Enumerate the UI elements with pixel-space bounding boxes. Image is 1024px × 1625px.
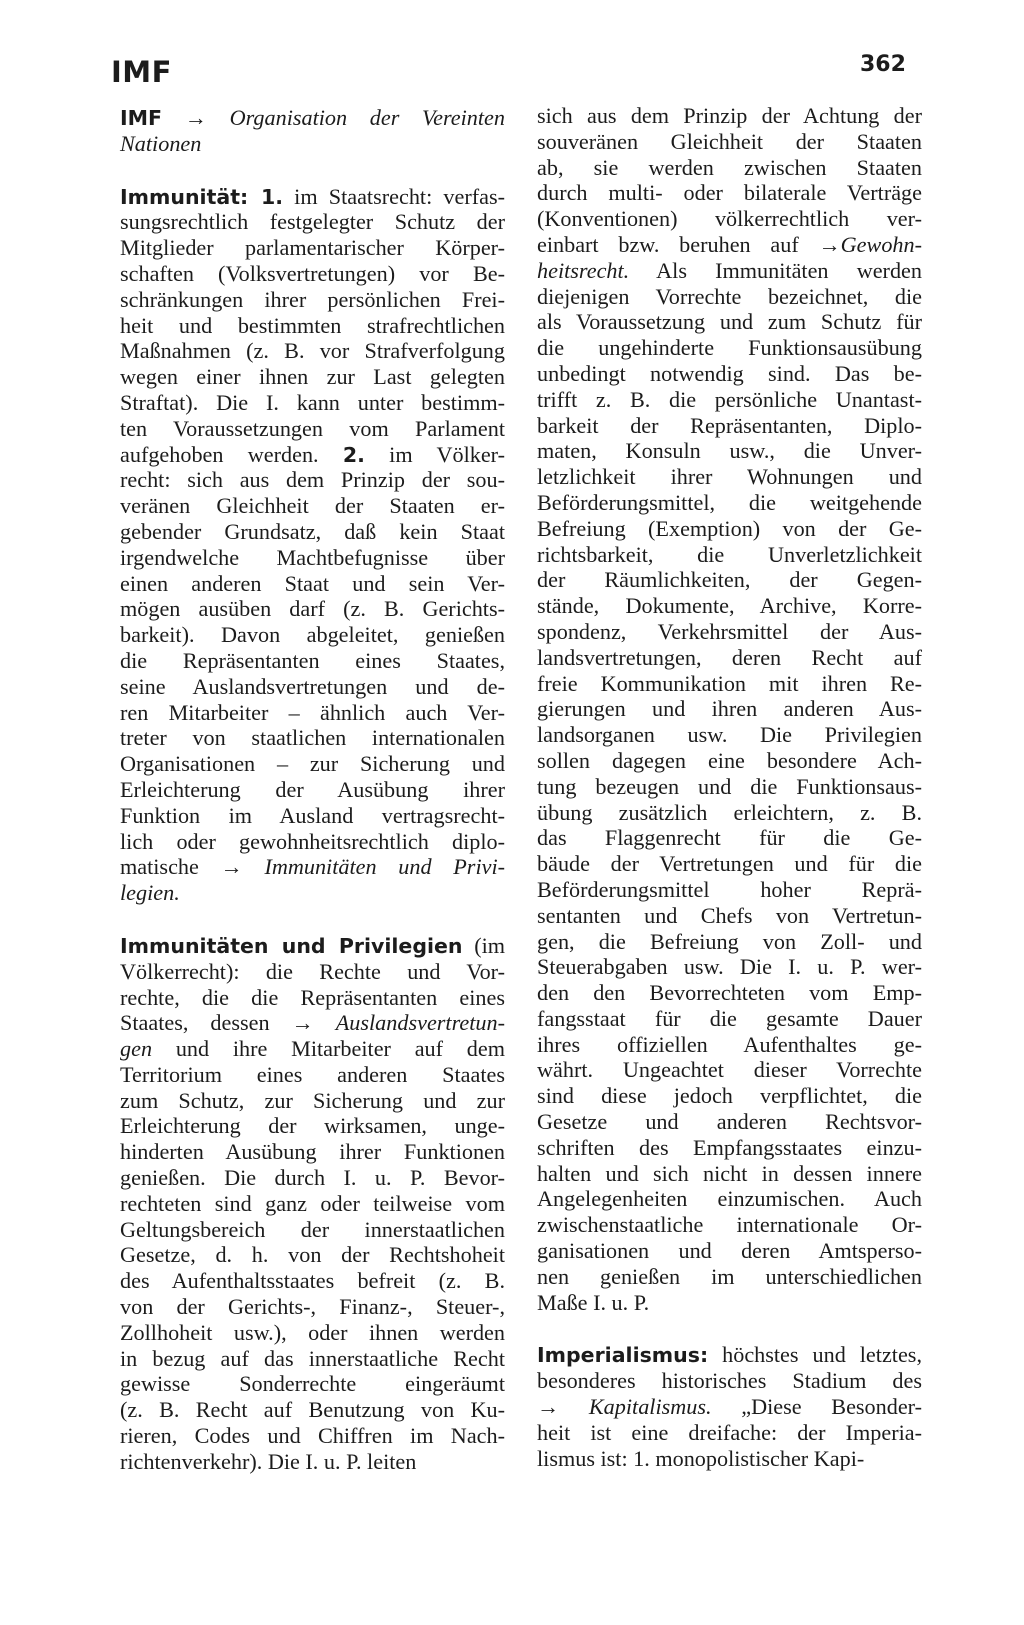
text-line: sollen dagegen eine besondere Ach- xyxy=(537,747,922,773)
text-line: besonderes historisches Stadium des xyxy=(537,1368,922,1394)
text-line: ren Mitarbeiter – ähnlich auch Ver- xyxy=(120,699,505,725)
text-line xyxy=(120,131,505,157)
running-head: IMF xyxy=(111,55,172,89)
text-line: übung zusätzlich erleichtern, z. B. xyxy=(537,799,922,825)
text-line: heit und bestimmten strafrechtlichen xyxy=(120,312,505,338)
text-line: währt. Ungeachtet dieser Vorrechte xyxy=(537,1057,922,1083)
paragraph-gap xyxy=(120,906,505,933)
cross-reference: heitsrecht. xyxy=(537,257,630,283)
text-line: sind diese jedoch verpflichtet, die xyxy=(537,1083,922,1109)
text-line: Mitglieder parlamentarischer Körper- xyxy=(120,235,505,261)
text-line: wegen einer ihnen zur Last gelegten xyxy=(120,364,505,390)
text-line: diejenigen Vorrechte bezeichnet, die xyxy=(537,283,922,309)
text-line: Beförderungsmittel hoher Reprä- xyxy=(537,876,922,902)
text-line: Erleichterung der wirksamen, unge- xyxy=(120,1113,505,1139)
right-column xyxy=(537,103,922,1471)
text-line: durch multi- oder bilaterale Verträge xyxy=(537,180,922,206)
text-line: richtsbarkeit, die Unverletzlichkeit xyxy=(537,541,922,567)
text-line: einbart bzw. beruhen auf →Gewohn- xyxy=(537,231,922,257)
text-line: genießen. Die durch I. u. P. Bevor- xyxy=(120,1165,505,1191)
text-line: barkeit der Repräsentanten, Diplo- xyxy=(537,412,922,438)
text-line: matische → Immunitäten und Privi- xyxy=(120,854,506,880)
text-line: ten Voraussetzungen vom Parlament xyxy=(120,415,505,441)
text-line: lich oder gewohnheitsrechtlich diplo- xyxy=(120,828,505,854)
text-line: gierungen und ihren anderen Aus- xyxy=(537,696,922,722)
text-line: gen und ihre Mitarbeiter auf dem xyxy=(120,1036,505,1062)
text-line: einen anderen Staat und sein Ver- xyxy=(120,570,505,596)
text-line: unbedingt notwendig sind. Das be- xyxy=(537,360,922,386)
text-line: seine Auslandsvertretungen und de- xyxy=(120,673,505,699)
text-line: Zollhoheit usw.), oder ihnen werden xyxy=(120,1319,505,1345)
text-line: fangsstaat für die gesamte Dauer xyxy=(537,1005,922,1031)
text-line: sich aus dem Prinzip der Achtung der xyxy=(537,103,922,128)
text-line: richtenverkehr). Die I. u. P. leiten xyxy=(120,1448,417,1474)
text-line: Erleichterung der Ausübung ihrer xyxy=(120,776,505,802)
text-line: Gesetze und anderen Rechtsvor- xyxy=(537,1109,922,1135)
text-line: heitsrecht. Als Immunitäten werden xyxy=(537,257,922,283)
text-line: ab, sie werden zwischen Staaten xyxy=(537,154,922,180)
text-line: die Repräsentanten eines Staates, xyxy=(120,647,505,673)
cross-reference: Gewohn- xyxy=(840,231,922,257)
text-line: heit ist eine dreifache: der Imperia- xyxy=(537,1419,922,1445)
text-line: IMF → Organisation der Vereinten xyxy=(120,105,505,130)
text-line: spondenz, Verkehrsmittel der Aus- xyxy=(537,618,922,644)
entry-keyword: Immunität: 1. xyxy=(120,184,283,209)
text-line: Geltungsbereich der innerstaatlichen xyxy=(120,1216,505,1242)
text-line: → Kapitalismus. „Diese Besonder- xyxy=(537,1394,923,1420)
text-line: veränen Gleichheit der Staaten er- xyxy=(120,493,505,519)
text-line: gen, die Befreiung von Zoll- und xyxy=(537,928,922,954)
text-line: (Konventionen) völkerrechtlich ver- xyxy=(537,206,922,232)
text-line: Immunität: 1. im Staatsrecht: verfas- xyxy=(120,183,505,209)
text-line: Befreiung (Exemption) von der Ge- xyxy=(537,515,922,541)
text-line: bäude der Vertretungen und für die xyxy=(537,851,922,877)
text-line: in bezug auf das innerstaatliche Recht xyxy=(120,1345,505,1371)
paragraph-gap xyxy=(537,1315,922,1342)
text-line: als Voraussetzung und zum Schutz für xyxy=(537,309,922,335)
cross-reference: Nationen xyxy=(120,130,202,156)
text-line: gewisse Sonderrechte eingeräumt xyxy=(120,1371,505,1397)
text-line: recht: sich aus dem Prinzip der sou- xyxy=(120,467,505,493)
text-line: mögen ausüben darf (z. B. Gerichts- xyxy=(120,596,505,622)
text-line: Imperialismus: höchstes und letztes, xyxy=(537,1342,922,1368)
text-line: lismus ist: 1. monopolistischer Kapi- xyxy=(537,1445,865,1471)
text-line: rieren, Codes und Chiffren im Nach- xyxy=(120,1423,505,1449)
text-line: zwischenstaatliche internationale Or- xyxy=(537,1212,922,1238)
text-line: halten und sich nicht in dessen innere xyxy=(537,1160,922,1186)
text-line: zum Schutz, zur Sicherung und zur xyxy=(120,1087,505,1113)
text-line: sentanten und Chefs von Vertretun- xyxy=(537,902,922,928)
text-line: Beförderungsmittel, die weitgehende xyxy=(537,489,922,515)
text-line: schriften des Empfangsstaates einzu- xyxy=(537,1134,922,1160)
text-line: Funktion im Ausland vertragsrecht- xyxy=(120,802,505,828)
text-line: Territorium eines anderen Staates xyxy=(120,1061,505,1087)
entry-keyword: Imperialismus: xyxy=(537,1343,709,1368)
cross-reference: Kapitalismus. xyxy=(588,1394,712,1420)
text-line: die ungehinderte Funktionsausübung xyxy=(537,335,922,361)
text-line: landsorganen usw. Die Privilegien xyxy=(537,722,922,748)
text-line: ihres offiziellen Aufenthaltes ge- xyxy=(537,1031,922,1057)
cross-reference: gen xyxy=(120,1036,153,1062)
text-line: barkeit). Davon abgeleitet, genießen xyxy=(120,622,505,648)
text-line: der Räumlichkeiten, der Gegen- xyxy=(537,567,922,593)
text-line: (z. B. Recht auf Benutzung von Ku- xyxy=(120,1397,505,1423)
text-line: Völkerrecht): die Rechte und Vor- xyxy=(120,958,505,984)
text-line: aufgehoben werden. 2. im Völker- xyxy=(120,441,506,467)
text-line: rechteten sind ganz oder teilweise vom xyxy=(120,1190,505,1216)
text-line: treter von staatlichen internationalen xyxy=(120,725,505,751)
text-line: schaften (Volksvertretungen) vor Be- xyxy=(120,260,505,286)
text-line: landsvertretungen, deren Recht auf xyxy=(537,644,922,670)
entry-keyword: IMF xyxy=(120,106,163,130)
text-line: Immunitäten und Privilegien (im xyxy=(120,932,505,958)
text-line: maten, Konsuln usw., die Unver- xyxy=(537,438,922,464)
text-line: sungsrechtlich festgelegter Schutz der xyxy=(120,209,505,235)
text-line: souveränen Gleichheit der Staaten xyxy=(537,128,922,154)
text-line: Staates, dessen → Auslandsvertretun- xyxy=(120,1010,505,1036)
text-line: Maße I. u. P. xyxy=(537,1289,650,1315)
text-line: Organisationen – zur Sicherung und xyxy=(120,751,505,777)
text-line: Maßnahmen (z. B. vor Strafverfolgung xyxy=(120,338,505,364)
text-line: ganisationen und deren Amtsperso- xyxy=(537,1238,922,1264)
text-line: den den Bevorrechteten vom Emp- xyxy=(537,980,922,1006)
entry-keyword: 2. xyxy=(342,442,365,467)
text-line: trifft z. B. die persönliche Unantast- xyxy=(537,386,922,412)
page-number: 362 xyxy=(860,52,906,77)
text-line: rechte, die die Repräsentanten eines xyxy=(120,984,505,1010)
text-line: Angelegenheiten einzumischen. Auch xyxy=(537,1186,922,1212)
text-line: stände, Dokumente, Archive, Korre- xyxy=(537,593,922,619)
cross-reference: Organisation der Vereinten xyxy=(229,105,505,130)
text-line: des Aufenthaltsstaates befreit (z. B. xyxy=(120,1268,505,1294)
cross-reference: Immunitäten und Privi- xyxy=(264,854,506,880)
left-column xyxy=(120,105,505,1475)
text-line: irgendwelche Machtbefugnisse über xyxy=(120,544,505,570)
text-line: das Flaggenrecht für die Ge- xyxy=(537,825,922,851)
text-line xyxy=(120,880,505,906)
cross-reference: Auslandsvertretun- xyxy=(335,1010,505,1036)
text-line: freie Kommunikation mit ihren Re- xyxy=(537,670,922,696)
text-line: schränkungen ihrer persönlichen Frei- xyxy=(120,286,505,312)
text-line: Straftat). Die I. kann unter bestimm- xyxy=(120,389,505,415)
text-line: tung bezeugen und die Funktionsaus- xyxy=(537,773,922,799)
cross-reference: legien. xyxy=(120,880,180,906)
paragraph-gap xyxy=(120,157,505,184)
text-line: hinderten Ausübung ihrer Funktionen xyxy=(120,1139,505,1165)
text-line: letzlichkeit ihrer Wohnungen und xyxy=(537,464,922,490)
text-line: nen genießen im unterschiedlichen xyxy=(537,1263,922,1289)
text-line: von der Gerichts-, Finanz-, Steuer-, xyxy=(120,1294,505,1320)
entry-keyword: Immunitäten und Privilegien xyxy=(120,933,463,958)
text-line: gebender Grundsatz, daß kein Staat xyxy=(120,518,505,544)
text-line: Gesetze, d. h. von der Rechtshoheit xyxy=(120,1242,505,1268)
text-line: Steuerabgaben usw. Die I. u. P. wer- xyxy=(537,954,922,980)
